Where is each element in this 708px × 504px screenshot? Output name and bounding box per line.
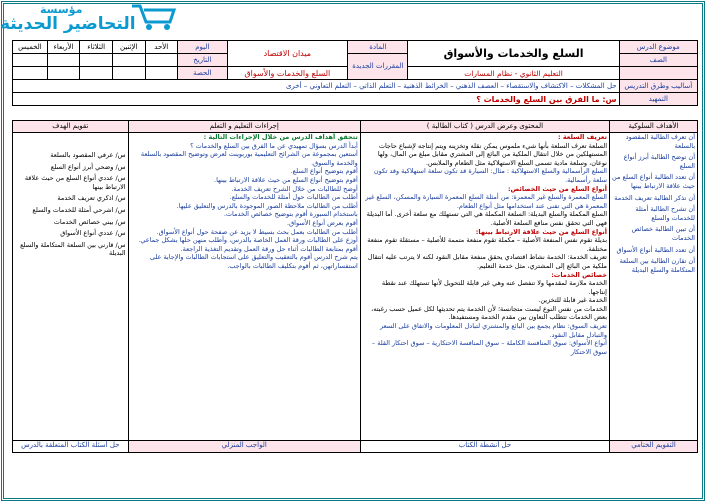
evaluation-item: س/ اذكري تعريف الخدمة bbox=[57, 194, 126, 203]
objectives-header: الأهداف السلوكية bbox=[610, 121, 698, 133]
grade-label: الصف bbox=[619, 54, 697, 67]
content-line: الخدمة ملازمة لمقدمها ولا تنفصل عنه وهي غير قابلة للتحويل لأنها تستهلك عند نقطة إنتاجها. bbox=[381, 279, 607, 296]
objective-item: أن توضح الطالبة أبرز أنواع السلع bbox=[623, 153, 695, 170]
procedure-item: أقوم بمتابعة الطالبات أثناء حل ورقة العمل وتقديم التغذية الراجعة. bbox=[180, 244, 358, 253]
content-header: المحتوى وعرض الدرس ( كتاب الطالبة ) bbox=[360, 121, 609, 133]
content-line: السلع الرأسمالية والسلع الاستهلاكية : مثال: السيارة قد تكون سلعة استهلاكية وقد تكون سلعة رأسمالية. bbox=[373, 167, 607, 184]
content-line: أنواع السلع من حيث الخصائص: bbox=[507, 184, 607, 193]
content-line: السلع المكملة والسلع البديلة: السلعة المكملة هي التي تستهلك مع سلعة أخرى. أما البديلة فهي التي تحقق نفس منافع السلعة الأصلية. bbox=[366, 210, 607, 227]
procedure-item: أطلب من الطالبات بعمل بحث بسيط لا يزيد عن صفحة حول أنواع الأسواق. bbox=[156, 227, 358, 236]
procedure-item: أستعين بمجموعة من الشرائح التعليمية بوربوينت لعرض وتوضيح المقصود بالسلعة والخدمة والسوق. bbox=[140, 150, 358, 167]
procedure-item: أقوم بتوضيح أنواع السلع. bbox=[290, 167, 358, 176]
day-col-1: الأحد bbox=[145, 41, 178, 54]
evaluation-item: س/ عددي أنواع السلع من حيث علاقة الارتباط بينها bbox=[24, 174, 126, 191]
methods-label: أساليب وطرق التدريس bbox=[619, 80, 697, 93]
evaluation-item: س/ وضحي أبرز أنواع السلع bbox=[50, 162, 126, 171]
logo-line1: مؤسسة bbox=[40, 3, 83, 16]
content-line: أنواع الأسواق: سوق المنافسة الكاملة – سوق المنافسة الاحتكارية – سوق احتكار القلة – سوق الاحتكار bbox=[371, 339, 607, 356]
content-line: خصائص الخدمات: bbox=[551, 270, 607, 279]
procedures-header: إجراءات التعليم و التعلم bbox=[128, 121, 360, 133]
content-cell bbox=[360, 133, 609, 441]
evaluation-item: س/ اشرحي أمثلة للخدمات والسلع bbox=[32, 205, 126, 214]
intro-label: التمهيد bbox=[619, 93, 697, 106]
procedures-cell bbox=[128, 133, 360, 441]
material-label: المادة bbox=[348, 41, 408, 54]
procedure-item: أطلب من الطالبات حول أمثلة للخدمات والسلع. bbox=[229, 193, 358, 202]
content-line: السلع المعمرة والسلع غير المعمرة: من أمثلة السلع المعمرة السيارة والمسكن، السلع غير المعمرة هي التي تفنى عند استخدامها مثل أنواع الطعام. bbox=[365, 193, 607, 210]
day-col-5: الخميس bbox=[13, 41, 48, 54]
cart-icon bbox=[130, 0, 176, 32]
methods-value: حل المشكلات – الاكتشاف والاستقصاء – العصف الذهني – الخرائط الذهنية – التعلم الذاتي – التعلم التعاوني – أخرى bbox=[13, 80, 620, 93]
material-value: ميدان الاقتصاد bbox=[227, 41, 348, 67]
period-label: الحصة bbox=[178, 67, 227, 80]
homework-value: حل أسئلة الكتاب المتعلقة بالدرس bbox=[13, 441, 129, 453]
procedure-item: أبدأ الدرس بسؤال تمهيدي عن ما الفرق بين السلع والخدمات ؟ bbox=[190, 141, 358, 150]
evaluation-cell bbox=[13, 133, 129, 441]
content-line: بديلة تقوم نفس المنفعة الأصلية – مكملة تقوم منفعة متممة للأصلية – مستقلة تقوم منفعة مختلفة. bbox=[367, 236, 607, 253]
activities-value: حل أنشطة الكتاب bbox=[360, 441, 609, 453]
objective-item: أن تعرف الطالبة المقصود بالسلعة bbox=[625, 133, 695, 150]
grade-label-2 bbox=[619, 67, 697, 80]
day-col-4: الأربعاء bbox=[47, 41, 80, 54]
logo-line2: التحاضير الحديثة bbox=[0, 14, 136, 34]
evaluation-item: س/ عرفي المقصود بالسلعة bbox=[50, 151, 126, 159]
objective-item: أن تذكر الطالبة تعريف الخدمة bbox=[614, 193, 695, 202]
intro-value: س: ما الفرق بين السلع والخدمات ؟ bbox=[13, 93, 620, 106]
evaluation-item: س/ عددي أنواع الأسواق bbox=[60, 229, 126, 238]
evaluation-item: س/ قارني بين السلعة المتكاملة والسلع البديلة bbox=[20, 240, 126, 258]
content-line: السلعة تعرف السلعة بأنها شيء ملموس يمكن نقله وتخزينه ويتم إنتاجه لإشباع حاجات المستهلكين من خلال انتقال الملكية من البائع إلى المشتري مقابل مبلغ من المال، ولها نوعان، وسلعة مادية تسمى السلع الاستهلاكية مثل الطعام والملابس. bbox=[377, 141, 607, 167]
logo bbox=[0, 0, 180, 42]
grade-value: التعليم الثانوي - نظام المسارات bbox=[408, 67, 619, 80]
content-line: الخدمات من نفس النوع ليست متجانسة؛ لأن الخدمة يتم تحديثها لكل عميل حسب رغبته، بعض الخدمات تتطلب التعاون بين مقدم الخدمة ومستفيدها. bbox=[371, 304, 607, 322]
procedure-item: يتم شرح الدرس أقوم بالتعقيب والتعليق على استجابات الطالبات والإجابة على استفساراتهن، ثم أقوم بتكليف الطالبات بالواجب. bbox=[149, 253, 358, 270]
header-table bbox=[12, 40, 698, 106]
objective-item: أن تعدد الطالبة أنواع الأسواق bbox=[616, 245, 695, 254]
objective-item: أن تقارن الطالبة بين السلعة المتكاملة والسلع البديلة bbox=[619, 257, 695, 274]
homework-label: الواجب المنزلي bbox=[128, 441, 360, 453]
objective-item: أن تبين الطالبة خصائص الخدمات bbox=[631, 225, 695, 242]
procedure-item: أطلب من الطالبات ملاحظة الصور الموجودة بالدرس والتعليق عليها. bbox=[176, 201, 358, 210]
day-col-3: الثلاثاء bbox=[80, 41, 113, 54]
final-eval-label: التقويم الختامي bbox=[610, 441, 698, 453]
objectives-cell bbox=[610, 133, 698, 441]
evaluation-header: تقويم الهدف bbox=[13, 121, 129, 133]
lesson-table bbox=[12, 120, 698, 453]
procedure-item: أقوم بتوضيح أنواع السلع من حيث علاقة الارتباط بينها. bbox=[214, 175, 358, 184]
evaluation-item: س/ بيني خصائص الخدمات bbox=[53, 217, 126, 226]
objective-item: أن تشرح الطالبة أمثلة للخدمات والسلع bbox=[635, 205, 695, 222]
content-line: تعريف السلعة : bbox=[557, 133, 607, 141]
day-label: اليوم bbox=[178, 41, 227, 54]
course-label: المقررات الجديدة bbox=[348, 54, 408, 80]
content-line: أنواع السلع من حيث علاقة الارتباط بينها: bbox=[475, 227, 607, 236]
procedure-item: أوضح للطالبات من خلال الشرح تعريف الخدمة. bbox=[231, 184, 358, 193]
content-line: تعريف السوق: نظام يجمع بين البائع والمشتري لتبادل المعلومات والاتفاق على السعر والتبادل مقابل النقود. bbox=[380, 322, 607, 339]
procedures-intro: تتحقق أهداف الدرس من خلال الإجراءات التالية : bbox=[203, 133, 358, 141]
subject-value: السلع والخدمات والأسواق bbox=[408, 41, 619, 67]
procedure-item: أقوم بعرض أنواع الأسواق. bbox=[287, 218, 358, 227]
course-value: السلع والخدمات والأسواق bbox=[227, 67, 348, 80]
content-line: الخدمة غير قابلة للتخزين. bbox=[538, 296, 607, 305]
subject-label: موضوع الدرس bbox=[619, 41, 697, 54]
date-label: التاريخ bbox=[178, 54, 227, 67]
day-col-2: الإثنين bbox=[112, 41, 145, 54]
procedure-item: أوزع على الطالبات ورقة العمل الخاصة بالدرس، وأطلب منهن حلها بشكل جماعي. bbox=[138, 236, 358, 245]
content-line: تعريف الخدمة: الخدمة نشاط اقتصادي يحقق منفعة مقابل النقود لكنه لا يترتب عليه انتقال ملكية من البائع إلى المشتري، مثل خدمة التعليم. bbox=[367, 253, 607, 270]
procedure-item: باستخدام السبورة أقوم بتوضيح خصائص الخدمات. bbox=[223, 210, 358, 219]
objective-item: أن تعدد الطالبة أنواع السلع من حيث علاقة الارتباط بينها bbox=[612, 173, 695, 190]
